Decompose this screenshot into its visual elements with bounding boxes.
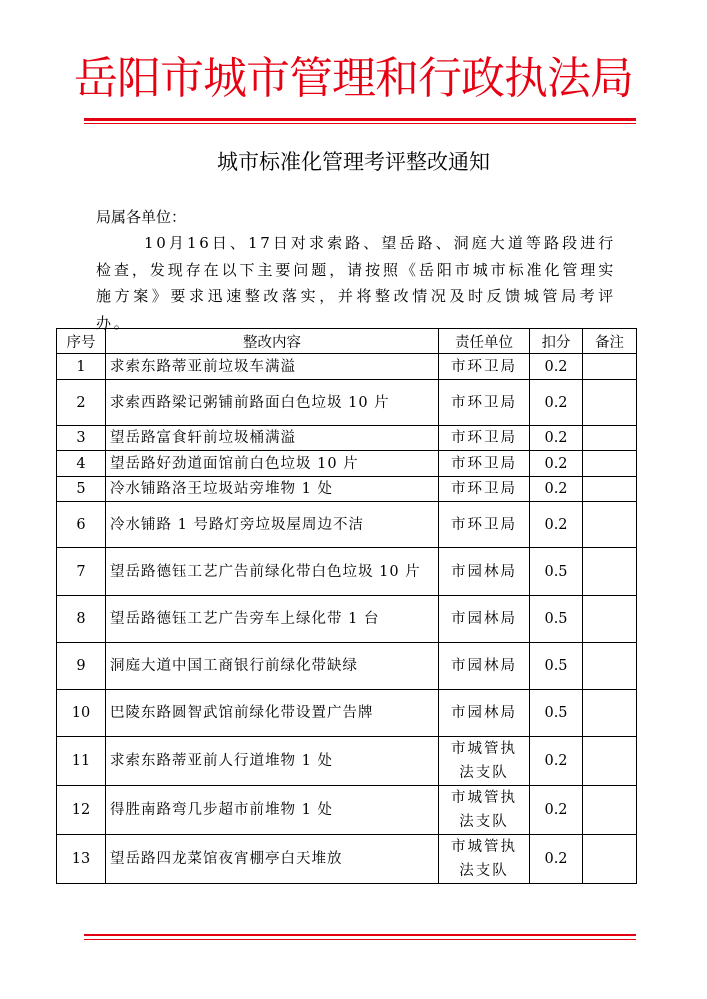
row-note xyxy=(583,451,637,477)
row-content: 望岳路四龙菜馆夜宵棚亭白天堆放 xyxy=(106,835,439,884)
row-content: 得胜南路弯几步超市前堆物 1 处 xyxy=(106,786,439,835)
row-score: 0.2 xyxy=(530,502,583,548)
row-score: 0.2 xyxy=(530,835,583,884)
row-content: 望岳路德钰工艺广告前绿化带白色垃圾 10 片 xyxy=(106,548,439,596)
table-row xyxy=(57,477,637,502)
row-unit: 市园林局 xyxy=(439,690,530,737)
footer-divider xyxy=(84,934,636,936)
row-no: 8 xyxy=(57,596,106,643)
table-header-row xyxy=(57,329,637,354)
table-row xyxy=(57,354,637,380)
row-note xyxy=(583,548,637,596)
row-no: 5 xyxy=(57,477,106,502)
body-paragraph: 10月16日、17日对求索路、望岳路、洞庭大道等路段进行检查，发现存在以下主要问题，请按照《岳阳市城市标准化管理实施方案》要求迅速整改落实，并将整改情况及时反馈城管局考评办。 xyxy=(96,234,616,332)
header-content: 整改内容 xyxy=(106,329,439,354)
row-no: 2 xyxy=(57,380,106,426)
document-title: 城市标准化管理考评整改通知 xyxy=(217,150,490,174)
row-unit: 市环卫局 xyxy=(439,451,530,477)
row-no: 7 xyxy=(57,548,106,596)
row-content: 巴陵东路圆智武馆前绿化带设置广告牌 xyxy=(106,690,439,737)
table-row xyxy=(57,596,637,643)
row-note xyxy=(583,737,637,786)
row-content: 望岳路富食轩前垃圾桶满溢 xyxy=(106,426,439,451)
table-row xyxy=(57,690,637,737)
row-unit: 市环卫局 xyxy=(439,354,530,380)
table-row xyxy=(57,835,637,884)
row-content: 望岳路德钰工艺广告旁车上绿化带 1 台 xyxy=(106,596,439,643)
row-note xyxy=(583,596,637,643)
row-no: 11 xyxy=(57,737,106,786)
header-score: 扣分 xyxy=(530,329,583,354)
row-note xyxy=(583,643,637,690)
row-score: 0.2 xyxy=(530,380,583,426)
row-unit: 市园林局 xyxy=(439,548,530,596)
row-unit: 市环卫局 xyxy=(439,502,530,548)
row-no: 4 xyxy=(57,451,106,477)
row-note xyxy=(583,502,637,548)
letterhead-divider-thin xyxy=(84,123,636,124)
row-no: 6 xyxy=(57,502,106,548)
row-score: 0.2 xyxy=(530,477,583,502)
row-unit: 市环卫局 xyxy=(439,477,530,502)
table-row xyxy=(57,786,637,835)
row-content: 冷水铺路 1 号路灯旁垃圾屋周边不洁 xyxy=(106,502,439,548)
row-score: 0.2 xyxy=(530,451,583,477)
footer-divider-thin xyxy=(84,939,636,940)
row-no: 3 xyxy=(57,426,106,451)
header-no: 序号 xyxy=(57,329,106,354)
row-score: 0.5 xyxy=(530,643,583,690)
row-note xyxy=(583,835,637,884)
row-note xyxy=(583,690,637,737)
row-unit: 市园林局 xyxy=(439,643,530,690)
header-note: 备注 xyxy=(583,329,637,354)
row-unit: 市环卫局 xyxy=(439,380,530,426)
row-score: 0.2 xyxy=(530,354,583,380)
row-content: 求索东路蒂亚前人行道堆物 1 处 xyxy=(106,737,439,786)
row-note xyxy=(583,477,637,502)
row-unit: 市城管执法支队 xyxy=(439,786,530,835)
table-row xyxy=(57,643,637,690)
letterhead-divider xyxy=(84,118,636,121)
row-unit: 市城管执法支队 xyxy=(439,737,530,786)
row-note xyxy=(583,786,637,835)
salutation: 局属各单位： xyxy=(96,208,187,226)
row-unit: 市园林局 xyxy=(439,596,530,643)
row-unit: 市环卫局 xyxy=(439,426,530,451)
row-note xyxy=(583,426,637,451)
row-no: 13 xyxy=(57,835,106,884)
table-row xyxy=(57,451,637,477)
row-content: 冷水铺路洛王垃圾站旁堆物 1 处 xyxy=(106,477,439,502)
row-score: 0.2 xyxy=(530,426,583,451)
row-score: 0.5 xyxy=(530,596,583,643)
row-no: 9 xyxy=(57,643,106,690)
table-row xyxy=(57,380,637,426)
row-score: 0.5 xyxy=(530,548,583,596)
rectification-table xyxy=(56,328,637,884)
table-row xyxy=(57,426,637,451)
row-note xyxy=(583,380,637,426)
table-row xyxy=(57,548,637,596)
row-no: 1 xyxy=(57,354,106,380)
row-content: 求索东路蒂亚前垃圾车满溢 xyxy=(106,354,439,380)
table-row xyxy=(57,737,637,786)
header-unit: 责任单位 xyxy=(439,329,530,354)
table-row xyxy=(57,502,637,548)
row-score: 0.5 xyxy=(530,690,583,737)
letterhead-org-name: 岳阳市城市管理和行政执法局 xyxy=(74,53,633,104)
row-score: 0.2 xyxy=(530,737,583,786)
row-content: 洞庭大道中国工商银行前绿化带缺绿 xyxy=(106,643,439,690)
row-no: 10 xyxy=(57,690,106,737)
row-no: 12 xyxy=(57,786,106,835)
row-content: 望岳路好劲道面馆前白色垃圾 10 片 xyxy=(106,451,439,477)
row-note xyxy=(583,354,637,380)
row-score: 0.2 xyxy=(530,786,583,835)
row-content: 求索西路梁记粥铺前路面白色垃圾 10 片 xyxy=(106,380,439,426)
row-unit: 市城管执法支队 xyxy=(439,835,530,884)
